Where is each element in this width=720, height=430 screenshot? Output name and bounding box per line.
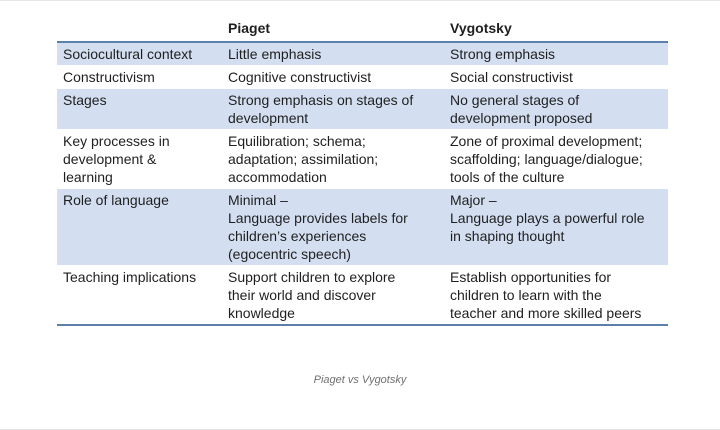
row-label: Stages: [57, 89, 222, 130]
table-row: [57, 130, 668, 189]
table-row: [57, 66, 668, 89]
figure-caption: Piaget vs Vygotsky: [313, 374, 407, 386]
vygotsky-cell: No general stages of development proposed: [444, 89, 668, 130]
vygotsky-cell: Social constructivist: [444, 66, 668, 89]
piaget-cell: Support children to explore their world and discover knowledge: [222, 266, 444, 326]
piaget-cell: Little emphasis: [222, 42, 444, 66]
row-label: Sociocultural context: [57, 42, 222, 66]
row-label: Key processes in development & learning: [57, 130, 222, 189]
table-row: [57, 42, 668, 66]
piaget-cell: Cognitive constructivist: [222, 66, 444, 89]
header-cell-piaget: Piaget: [222, 16, 444, 42]
vygotsky-cell: Strong emphasis: [444, 42, 668, 66]
table-row: [57, 89, 668, 130]
table-row: [57, 189, 668, 266]
row-label: Role of language: [57, 189, 222, 266]
row-label: Constructivism: [57, 66, 222, 89]
vygotsky-cell: Zone of proximal development; scaffolding; language/dialogue; tools of the culture: [444, 130, 668, 189]
comparison-table: [57, 16, 668, 326]
table-row: [57, 266, 668, 326]
piaget-cell: Equilibration; schema; adaptation; assimilation; accommodation: [222, 130, 444, 189]
piaget-cell: Strong emphasis on stages of development: [222, 89, 444, 130]
header-row: [57, 16, 668, 42]
row-label: Teaching implications: [57, 266, 222, 326]
header-cell-blank: [57, 16, 222, 42]
header-cell-vygotsky: Vygotsky: [444, 16, 668, 42]
vygotsky-cell: Major – Language plays a powerful role in shaping thought: [444, 189, 668, 266]
vygotsky-cell: Establish opportunities for children to learn with the teacher and more skilled peers: [444, 266, 668, 326]
piaget-cell: Minimal – Language provides labels for children’s experiences (egocentric speech): [222, 189, 444, 266]
